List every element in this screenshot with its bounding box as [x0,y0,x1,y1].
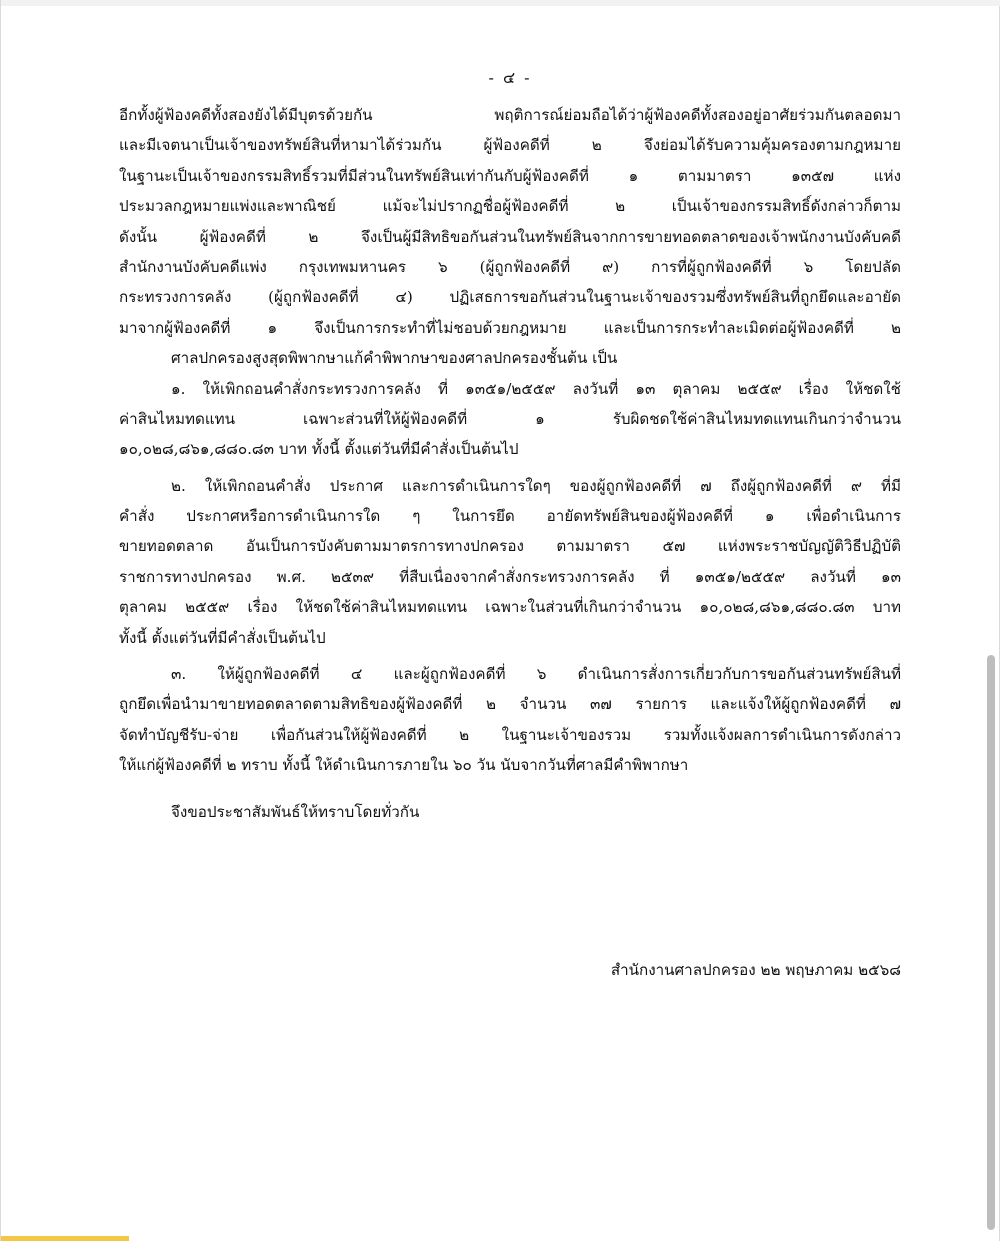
verdict-intro: ศาลปกครองสูงสุดพิพากษาแก้คำพิพากษาของศาลปกครองชั้นต้น เป็น [171,349,618,368]
paragraph-intro [119,100,901,343]
document-page [119,66,901,827]
scrollbar-thumb[interactable] [987,655,995,1230]
paragraph-line: ในฐานะเป็นเจ้าของกรรมสิทธิ์รวมที่มีส่วนในทรัพย์สินเท่ากันกับผู้ฟ้องคดีที่ ๑ ตามมาตรา ๑๓๕๗ แห่ง [119,166,901,185]
verdict-line: ๑. ให้เพิกถอนคำสั่งกระทรวงการคลัง ที่ ๑๓๕๑/๒๕๕๙ ลงวันที่ ๑๓ ตุลาคม ๒๕๕๙ เรื่อง ให้ชดใช้ [171,379,901,398]
verdict-line: จัดทำบัญชีรับ-จ่าย เพื่อกันส่วนให้ผู้ฟ้องคดีที่ ๒ ในฐานะเจ้าของรวม รวมทั้งแจ้งผลการดำเนินการดังกล่าว [119,725,901,744]
verdict-line: ๑๐,๐๒๘,๘๖๑,๘๘๐.๘๓ บาท ทั้งนี้ ตั้งแต่วันที่มีคำสั่งเป็นต้นไป [119,440,519,459]
verdict-line: ตุลาคม ๒๕๕๙ เรื่อง ให้ชดใช้ค่าสินไหมทดแทน เฉพาะในส่วนที่เกินกว่าจำนวน ๑๐,๐๒๘,๘๖๑,๘๘๐.๘๓ บาท [119,598,901,617]
paragraph-line: สำนักงานบังคับคดีแพ่ง กรุงเทพมหานคร ๖ (ผู้ถูกฟ้องคดีที่ ๙) การที่ผู้ถูกฟ้องคดีที่ ๖ โดยปลัด [119,257,901,276]
verdict-item-1 [119,374,901,465]
paragraph-line: กระทรวงการคลัง (ผู้ถูกฟ้องคดีที่ ๔) ปฏิเสธการขอกันส่วนในฐานะเจ้าของรวมซึ่งทรัพย์สินที่ถูกยึดและอายัด [119,288,901,307]
verdict-line: ทั้งนี้ ตั้งแต่วันที่มีคำสั่งเป็นต้นไป [119,628,326,647]
verdict-line: คำสั่ง ประกาศหรือการดำเนินการใด ๆ ในการยึด อายัดทรัพย์สินของผู้ฟ้องคดีที่ ๑ เพื่อดำเนินการ [119,507,901,526]
verdict-line: ๓. ให้ผู้ถูกฟ้องคดีที่ ๔ และผู้ถูกฟ้องคดีที่ ๖ ดำเนินการสั่งการเกี่ยวกับการขอกันส่วนทรัพย์สินที่ [171,665,901,684]
closing-statement: จึงขอประชาสัมพันธ์ให้ทราบโดยทั่วกัน [171,802,420,821]
verdict-line: ถูกยึดเพื่อนำมาขายทอดตลาดตามสิทธิของผู้ฟ้องคดีที่ ๒ จำนวน ๓๗ รายการ และแจ้งให้ผู้ถูกฟ้องคดีที่ ๗ [119,695,901,714]
paragraph-line: และมีเจตนาเป็นเจ้าของทรัพย์สินที่หามาได้ร่วมกัน ผู้ฟ้องคดีที่ ๒ จึงย่อมได้รับความคุ้มครองตามกฎหมาย [119,136,901,155]
verdict-item-2 [119,471,901,653]
top-edge [1,0,1000,6]
bottom-accent-bar [1,1236,129,1241]
verdict-line: ค่าสินไหมทดแทน เฉพาะส่วนที่ให้ผู้ฟ้องคดีที่ ๑ รับผิดชดใช้ค่าสินไหมทดแทนเกินกว่าจำนวน [119,409,901,428]
verdict-line: ๒. ให้เพิกถอนคำสั่ง ประกาศ และการดำเนินการใดๆ ของผู้ถูกฟ้องคดีที่ ๗ ถึงผู้ถูกฟ้องคดีที่ ๙ ที่มี [171,476,901,495]
verdict-line: ขายทอดตลาด อันเป็นการบังคับตามมาตรการทางปกครอง ตามมาตรา ๕๗ แห่งพระราชบัญญัติวิธีปฏิบัติ [119,537,901,556]
paragraph-line: ประมวลกฎหมายแพ่งและพาณิชย์ แม้จะไม่ปรากฏชื่อผู้ฟ้องคดีที่ ๒ เป็นเจ้าของกรรมสิทธิ์ดังกล่าวก็ตาม [119,197,901,216]
verdict-item-3 [119,659,901,781]
page-number: - ๔ - [488,68,532,87]
paragraph-line: ดังนั้น ผู้ฟ้องคดีที่ ๒ จึงเป็นผู้มีสิทธิขอกันส่วนในทรัพย์สินจากการขายทอดตลาดของเจ้าพนักงานบังคับคดี [119,227,901,246]
paragraph-line: มาจากผู้ฟ้องคดีที่ ๑ จึงเป็นการกระทำที่ไม่ชอบด้วยกฎหมาย และเป็นการกระทำละเมิดต่อผู้ฟ้องคดีที่ ๒ [119,318,901,337]
verdict-line: ให้แก่ผู้ฟ้องคดีที่ ๒ ทราบ ทั้งนี้ ให้ดำเนินการภายใน ๖๐ วัน นับจากวันที่ศาลมีคำพิพากษา [119,756,689,775]
paragraph-line: อีกทั้งผู้ฟ้องคดีทั้งสองยังได้มีบุตรด้วยกัน พฤติการณ์ย่อมถือได้ว่าผู้ฟ้องคดีทั้งสองอยู่อาศัยร่วมกันตลอดมา [119,106,901,124]
signoff: สำนักงานศาลปกครอง ๒๒ พฤษภาคม ๒๕๖๘ [610,961,901,979]
verdict-line: ราชการทางปกครอง พ.ศ. ๒๕๓๙ ที่สืบเนื่องจากคำสั่งกระทรวงการคลัง ที่ ๑๓๕๑/๒๕๕๙ ลงวันที่ ๑๓ [119,567,901,586]
